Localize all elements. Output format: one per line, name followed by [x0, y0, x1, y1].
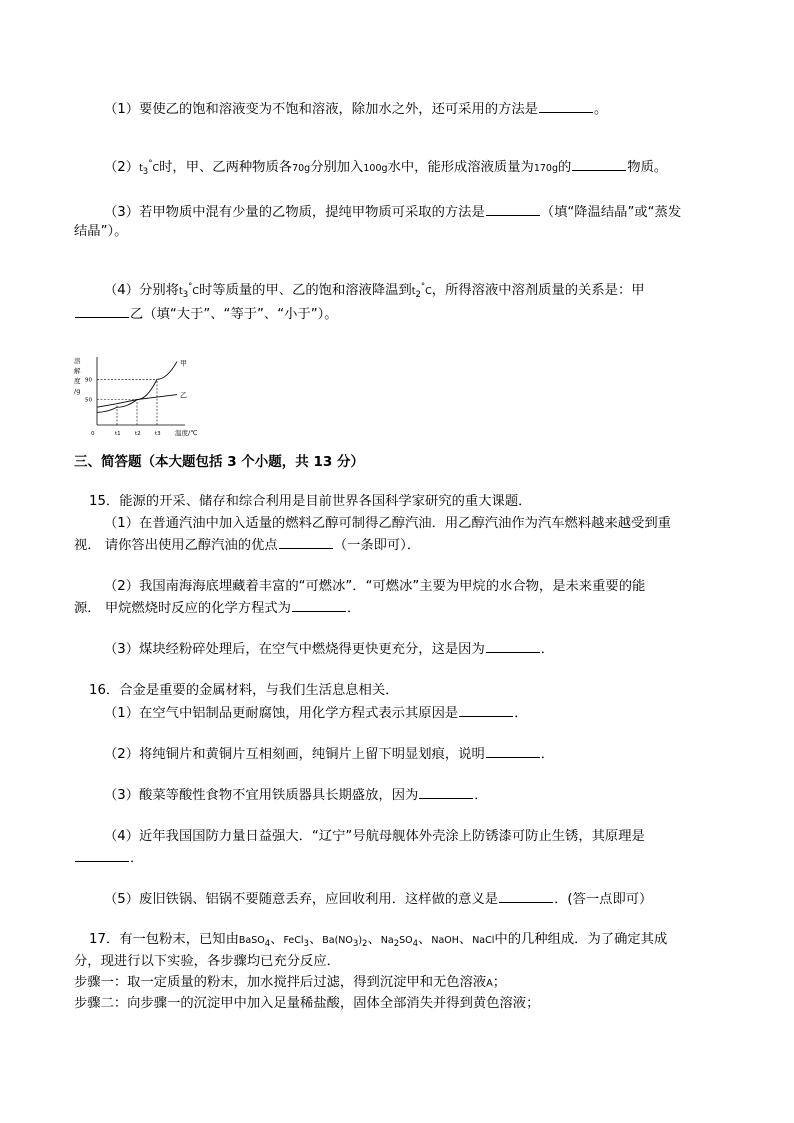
- q16-part4-line2: ．: [74, 849, 143, 868]
- answer-blank[interactable]: [539, 100, 593, 113]
- y-tick-label: 90: [85, 377, 92, 384]
- q17-line2: 分，现进行以下实验，各步骤均已充分反应．: [74, 954, 340, 969]
- answer-blank[interactable]: [486, 745, 540, 758]
- answer-blank[interactable]: [499, 890, 553, 903]
- series-label: 乙: [180, 391, 187, 400]
- q14-part3-line2: 结晶”）。: [74, 224, 128, 239]
- y-axis-label-char: 度: [74, 377, 81, 385]
- answer-blank[interactable]: [486, 203, 540, 216]
- q16-part5: （5）废旧铁锅、铝锅不要随意丢弃，应回收利用．这样做的意义是 ．(答一点即可）: [104, 892, 653, 907]
- series-label: 甲: [180, 359, 187, 368]
- q15-part1-line2: 视． 请你答出使用乙醇汽油的优点 （一条即可）．: [74, 538, 421, 553]
- q15-intro: 15．能源的开采、储存和综合利用是目前世界各国科学家研究的重大课题．: [89, 494, 532, 509]
- q14-part2: $(2)t_3^\circ C$时，甲、乙两种物质各70g分别加入100g水中，能形成溶液质量为170g的 物质。: [104, 159, 668, 177]
- q16-part2: （2）将纯铜片和黄铜片互相刻画，纯铜片上留下明显划痕，说明 ．: [104, 747, 555, 762]
- q15-part3: （3）煤块经粉碎处理后，在空气中燃烧得更快更充分，这是因为 ．: [104, 642, 555, 657]
- q16-part3: （3）酸菜等酸性食物不宜用铁质器具长期盛放，因为 ．: [104, 788, 488, 803]
- y-axis-label-char: 解: [74, 367, 81, 375]
- answer-blank[interactable]: [292, 599, 346, 612]
- y-tick-label: 50: [85, 397, 92, 404]
- q16-intro: 16．合金是重要的金属材料，与我们生活息息相关．: [89, 683, 399, 698]
- x-tick-label: t2: [135, 431, 141, 437]
- answer-blank[interactable]: [486, 640, 540, 653]
- answer-blank[interactable]: [419, 786, 473, 799]
- q16-part4-line1: （4）近年我国国防力量日益强大．“辽宁”号航母舰体外壳涂上防锈漆可防止生锈，其原理是: [104, 829, 645, 844]
- q17-intro: 17．有一包粉末，已知由BaSO$_4$、FeCl$_3$、$Ba(NO_3)_2$、$Na_2SO_4$、NaOH、NaCl中的几种组成．为了确定其成: [89, 932, 668, 949]
- answer-blank[interactable]: [459, 704, 513, 717]
- answer-blank[interactable]: [75, 849, 129, 862]
- q17-step1: 步骤一：取一定质量的粉末，加水搅拌后过滤，得到沉淀甲和无色溶液A；: [74, 975, 506, 990]
- chart-axes: [97, 357, 185, 425]
- q17-step2: 步骤二：向步骤一的沉淀甲中加入足量稀盐酸，固体全部消失并得到黄色溶液；: [74, 996, 540, 1011]
- x-axis-label: 温度/℃: [175, 429, 198, 437]
- solubility-chart: [70, 355, 220, 440]
- x-tick-label: 0: [91, 431, 95, 437]
- q15-part1-line1: （1）在普通汽油中加入适量的燃料乙醇可制得乙醇汽油．用乙醇汽油作为汽车燃料越来越受到重: [104, 516, 671, 531]
- x-tick-label: t1: [115, 431, 121, 437]
- x-tick-label: t3: [155, 431, 161, 437]
- q14-part4-line1: （4）分别将$t_3^\circ C$时等质量的甲、乙的饱和溶液降温到$t_2^\circ C$，所得溶液中溶剂质量的关系是：甲: [104, 282, 645, 300]
- q15-part2-line2: 源． 甲烷燃烧时反应的化学方程式为 ．: [74, 601, 361, 616]
- chart-series: [97, 362, 177, 413]
- q16-part1: （1）在空气中铝制品更耐腐蚀，用化学方程式表示其原因是 ．: [104, 706, 528, 721]
- y-axis-label-char: /g: [74, 387, 81, 395]
- answer-blank[interactable]: [572, 158, 626, 171]
- q15-part2-line1: （2）我国南海海底埋藏着丰富的“可燃冰”．“可燃冰”主要为甲烷的水合物，是未来重要的能: [104, 579, 646, 594]
- answer-blank[interactable]: [75, 305, 129, 318]
- q14-part4-line2: 乙（填“大于”、“等于”、“小于”）。: [74, 305, 338, 324]
- answer-blank[interactable]: [279, 536, 333, 549]
- q14-part3-line1: （3）若甲物质中混有少量的乙物质，提纯甲物质可采取的方法是 （填“降温结晶”或“蒸发: [104, 205, 682, 220]
- section-heading: 三、简答题（本大题包括 3 个小题，共 13 分）: [74, 454, 364, 470]
- q14-part1: （1）要使乙的饱和溶液变为不饱和溶液，除加水之外，还可采用的方法是 。: [104, 102, 608, 117]
- series-line-yi: [97, 395, 177, 408]
- y-axis-label-char: 溶: [74, 357, 81, 365]
